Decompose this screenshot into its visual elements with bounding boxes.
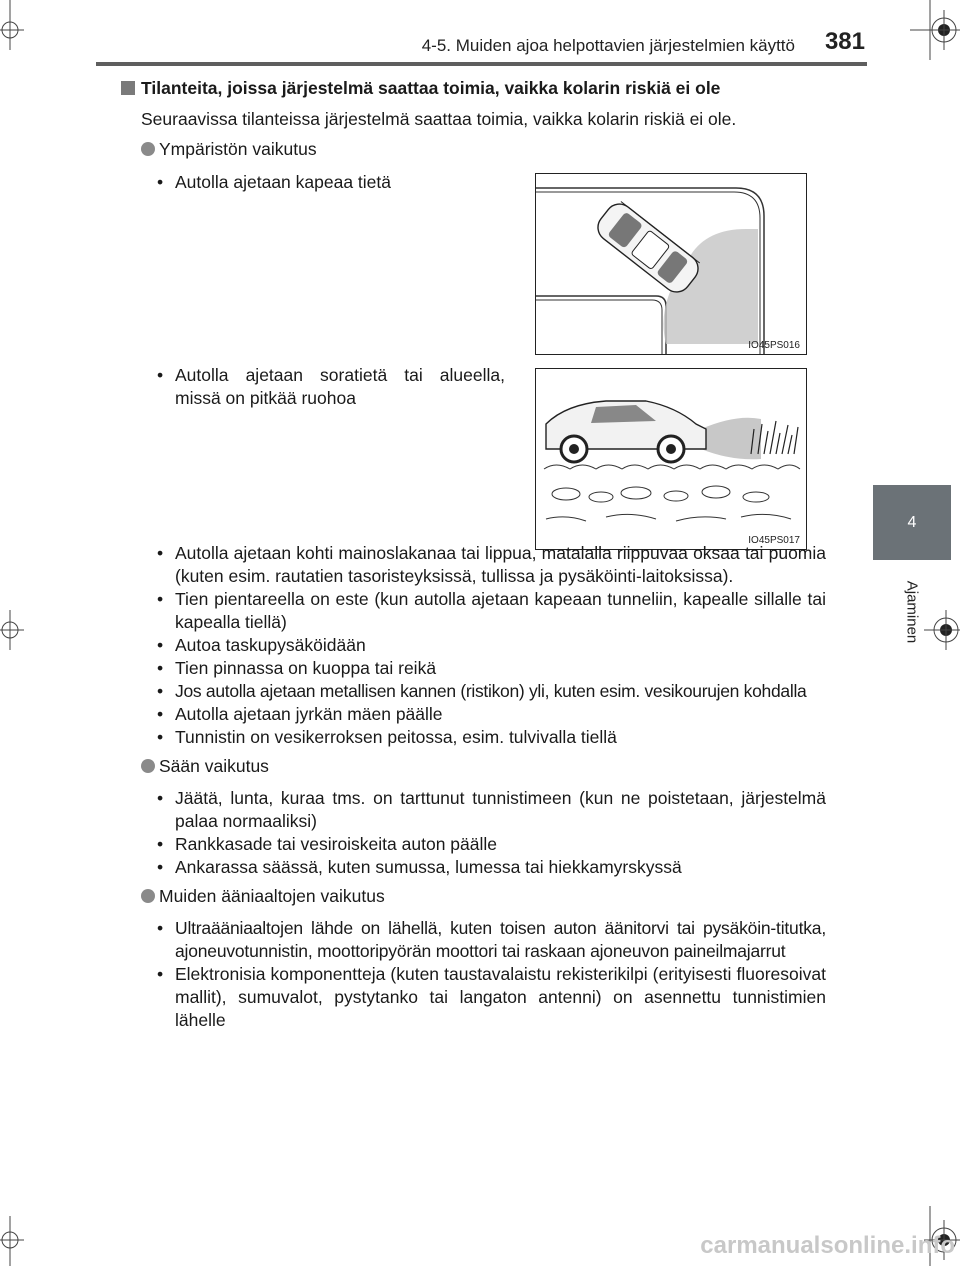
figure-code-2: IO45PS017 [748,535,800,546]
watermark: carmanualsonline.info [700,1232,955,1259]
figure-code-1: IO45PS016 [748,340,800,351]
circle-bullet-icon [141,889,155,903]
square-bullet-icon [121,81,135,95]
circle-bullet-icon [141,759,155,773]
chapter-tab [873,485,951,560]
list-item: • Autolla ajetaan kohti mainoslakanaa tai lippua, matalalla riippuvaa oksaa tai puomia (kuten esim. rautatien tasoristeyksissä, tullissa ja pysäköinti-laitoksissa). [121,542,826,588]
crop-mark-mid-left [0,600,40,660]
list-item: • Rankkasade tai vesiroiskeita auton päälle [121,833,826,856]
environment-heading-text: Ympäristön vaikutus [159,139,317,159]
crop-mark-top-left [0,0,60,60]
list-item: • Tien pinnassa on kuoppa tai reikä [121,657,826,680]
chapter-tab-number: 4 [907,513,917,531]
list-item: • Autoa taskupysäköidään [121,634,826,657]
crop-mark-bottom-left [0,1206,60,1266]
list-item: • Autolla ajetaan jyrkän mäen päälle [121,703,826,726]
section-heading-text: Tilanteita, joissa järjestelmä saattaa toimia, vaikka kolarin riskiä ei ole [141,78,721,98]
crop-mark-top-right [900,0,960,60]
chapter-title: 4-5. Muiden ajoa helpottavien järjestelmien käyttö [421,36,795,55]
environment-list [121,542,826,749]
weather-heading [121,751,826,781]
page-number: 381 [824,28,865,55]
other-waves-list [121,917,826,1032]
other-waves-heading-text: Muiden ääniaaltojen vaikutus [159,886,385,906]
main-content [121,74,826,1032]
environment-figure-list [121,171,826,410]
header-rule [96,62,867,66]
list-item: • Tunnistin on vesikerroksen peitossa, esim. tulvivalla tiellä [121,726,826,749]
circle-bullet-icon [141,142,155,156]
other-waves-heading [121,881,826,911]
list-item: • Autolla ajetaan kapeaa tietä [121,171,515,194]
section-intro: Seuraavissa tilanteissa järjestelmä saattaa toimia, vaikka kolarin riskiä ei ole. [141,109,737,129]
list-item: • Ultraääniaaltojen lähde on lähellä, kuten toisen auton äänitorvi tai pysäköin-titutka, ajoneuvotunnistin, moottoripyörän moottori tai raskaan ajoneuvon paineilmajarrut [121,917,826,963]
list-item: • Ankarassa säässä, kuten sumussa, lumessa tai hiekkamyrskyssä [121,856,826,879]
list-item: • Autolla ajetaan soratietä tai alueella, missä on pitkää ruohoa [121,364,505,410]
environment-heading [121,134,826,164]
weather-heading-text: Sään vaikutus [159,756,269,776]
list-item: • Jos autolla ajetaan metallisen kannen (ristikon) yli, kuten esim. vesikourujen kohdalla [121,680,826,703]
list-item: • Jäätä, lunta, kuraa tms. on tarttunut tunnistimeen (kun ne poistetaan, järjestelmä palaa normaaliksi) [121,787,826,833]
weather-list [121,787,826,879]
list-item: • Tien pientareella on este (kun autolla ajetaan kapeaan tunneliin, kapealle sillalle tai kapealla tiellä) [121,588,826,634]
section-heading [121,74,826,102]
chapter-tab-label: Ajaminen [903,580,921,644]
list-item: • Elektronisia komponentteja (kuten taustavalaistu rekisterikilpi (erityisesti fluoresoivat mallit), sumuvalot, pystytanko tai langaton antenni) on asennettu tunnistimien lähelle [121,963,826,1032]
